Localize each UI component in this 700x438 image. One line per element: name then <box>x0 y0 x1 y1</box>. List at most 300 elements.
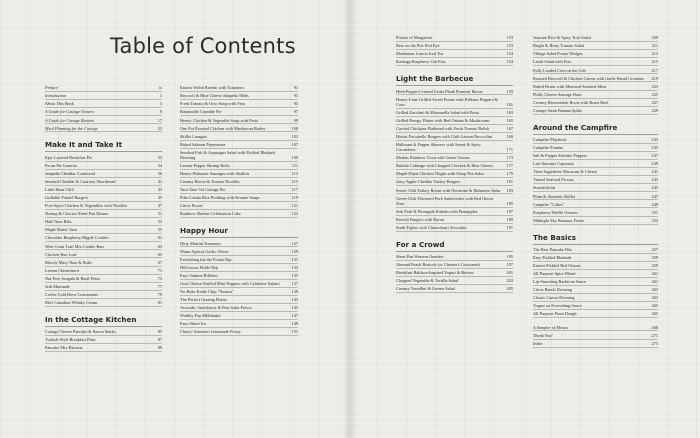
toc-entry-page-number: 149 <box>291 321 298 327</box>
toc-entry[interactable] <box>533 144 658 152</box>
toc-entry-page-number: 227 <box>651 99 658 105</box>
toc-entry-page-number: 127 <box>291 240 298 246</box>
toc-entry[interactable] <box>180 272 298 280</box>
toc-entry[interactable] <box>45 234 162 242</box>
toc-entry[interactable] <box>45 170 162 178</box>
toc-entry[interactable] <box>396 170 513 178</box>
toc-entry-title: Introduction <box>45 93 67 99</box>
toc-entry[interactable] <box>396 178 513 186</box>
toc-entry-page-number: 65 <box>157 251 162 257</box>
toc-entry-title: Citrus Ranch Dressing <box>533 287 572 293</box>
toc-entry[interactable] <box>533 176 658 184</box>
toc-entry[interactable] <box>45 275 162 283</box>
toc-entry-title: Midnight Sky Bananas Foster <box>533 217 585 223</box>
toc-group <box>396 34 513 66</box>
toc-entry-page-number: 161 <box>506 101 513 107</box>
toc-entry-page-number: 43 <box>157 186 162 192</box>
toc-entry[interactable] <box>396 261 513 269</box>
toc-entry-title: Almond Peach Bostock (or Cheater's Croissants) <box>396 262 480 268</box>
toc-entry-title: Meal Planning for the Cottage <box>45 125 98 131</box>
toc-entry[interactable] <box>45 108 162 116</box>
toc-entry-title: The Perfect Grazing Platter <box>180 297 228 303</box>
toc-entry-title: Lemon-Pepper Shrimp Rolls <box>180 162 230 168</box>
toc-entry[interactable] <box>45 258 162 266</box>
toc-entry-title: Jasmine Rice & Spicy Tofu Salad <box>533 35 591 41</box>
toc-entry-page-number: 268 <box>651 324 658 330</box>
toc-entry-title: About This Book <box>45 101 74 107</box>
toc-entry-title: Halloumi & Pepper Skewers with Sweet & Spicy Cucumbers <box>396 142 481 153</box>
toc-entry[interactable] <box>533 66 658 74</box>
toc-entry-page-number: 135 <box>291 272 298 278</box>
toc-entry[interactable] <box>180 108 298 116</box>
toc-entry-page-number: 201 <box>506 270 513 276</box>
toc-entry-page-number: 259 <box>651 262 658 268</box>
toc-entry-page-number: 153 <box>506 43 513 49</box>
toc-entry[interactable] <box>45 218 162 226</box>
toc-entry-title: Epic Layered Breakfast Pie <box>45 154 93 160</box>
toc-entry-page-number: 17 <box>157 117 162 123</box>
toc-entry-page-number: 131 <box>291 256 298 262</box>
toc-entry[interactable] <box>533 270 658 278</box>
toc-entry-page-number: 55 <box>157 227 162 233</box>
toc-entry-title: Lemon Chimichurri <box>45 267 80 273</box>
toc-entry[interactable] <box>45 202 162 210</box>
toc-entry[interactable] <box>180 256 298 264</box>
toc-entry-title: Kimchi Burgers with Bacon <box>396 216 445 222</box>
toc-entry-page-number: 23 <box>157 125 162 131</box>
toc-entry-page-number: 197 <box>506 262 513 268</box>
toc-entry[interactable] <box>533 160 658 168</box>
toc-entry[interactable] <box>396 277 513 285</box>
toc-entry[interactable] <box>45 242 162 250</box>
toc-entry[interactable] <box>396 87 513 95</box>
toc-entry-page-number: 243 <box>651 177 658 183</box>
toc-entry-title: Bright & Briny Tomato Salad <box>533 43 584 49</box>
toc-entry-page-number: 129 <box>291 248 298 254</box>
toc-entry-title: Honey-Balsamic Sausages with Shallots <box>180 171 250 177</box>
toc-entry[interactable] <box>533 168 658 176</box>
toc-entry-page-number: 113 <box>291 171 298 177</box>
toc-entry-page-number: 215 <box>651 59 658 65</box>
toc-entry-title: Grilled Zucchini & Mozzarella Salad with Pesto <box>396 109 480 115</box>
toc-entry-page-number: 271 <box>651 332 658 338</box>
toc-entry[interactable] <box>396 208 513 216</box>
toc-entry-page-number: 185 <box>506 200 513 206</box>
toc-entry-title: Maple-Dijon Chicken Thighs with Sloop Pea Salsa <box>396 171 484 177</box>
toc-entry-title: Manhattan Lemon Iced Tea <box>396 51 444 57</box>
toc-entry-page-number: 51 <box>157 211 162 217</box>
toc-entry-title: Creamy Bacon & Tomato Noodles <box>180 179 240 185</box>
toc-entry[interactable] <box>396 216 513 224</box>
toc-entry-title: Breakfast Baklava-Inspired Yogurt & Berries <box>396 270 474 276</box>
toc-entry-page-number: 147 <box>291 313 298 319</box>
toc-entry-page-number: 263 <box>651 295 658 301</box>
toc-section-heading: The Basics <box>533 233 658 245</box>
toc-entry-title: Ratatouille Crumble Pie <box>180 109 222 115</box>
toc-entry[interactable] <box>180 170 298 178</box>
toc-entry-page-number: 187 <box>506 208 513 214</box>
toc-entry-title: Plum & Amaretti Skillet <box>533 193 575 199</box>
toc-entry[interactable] <box>396 186 513 194</box>
toc-entry-title: Village Salad Potato Wedges <box>533 51 583 57</box>
toc-entry-title: Grilled Perogy Platter with Red Onions & Mushrooms <box>396 117 490 123</box>
toc-entry[interactable] <box>396 269 513 277</box>
toc-group <box>45 315 162 352</box>
toc-entry[interactable] <box>533 310 658 318</box>
toc-entry-title: Half Time Ribs <box>45 219 72 225</box>
toc-entry-title: Chocolate Raspberry Ripple Cookies <box>45 235 109 241</box>
toc-entry[interactable] <box>396 95 513 108</box>
toc-entry-title: A Guide for Cottage Renters <box>45 117 95 123</box>
toc-entry-title: Citrus Posset <box>180 203 203 209</box>
toc-entry[interactable] <box>180 84 298 92</box>
page-title: Table of Contents <box>110 34 296 58</box>
toc-entry-page-number: 97 <box>293 109 298 115</box>
toc-entry-page-number: 123 <box>291 211 298 217</box>
toc-entry[interactable] <box>533 278 658 286</box>
toc-entry[interactable] <box>45 92 162 100</box>
toc-entry[interactable] <box>533 91 658 99</box>
toc-entry-page-number: 154 <box>506 51 513 57</box>
toc-entry-page-number: 223 <box>651 83 658 89</box>
toc-entry-title: Pitcher of Margaritas <box>396 35 433 41</box>
toc-section-heading: For a Crowd <box>396 240 513 252</box>
toc-entry-title: Chopped Vegetable & Tortilla Salad <box>396 278 459 284</box>
toc-entry-page-number: 179 <box>506 171 513 177</box>
toc-entry-page-number: 67 <box>157 259 162 265</box>
toc-entry-page-number: 143 <box>291 297 298 303</box>
toc-entry-title: Goat Cheese-Stuffed Mini Peppers with Calabrese Salami <box>180 280 280 286</box>
toc-entry[interactable] <box>396 117 513 125</box>
toc-entry-title: Easy Salmon Rillettes <box>180 272 218 278</box>
toc-entry[interactable] <box>533 340 658 348</box>
toc-entry-page-number: 219 <box>651 75 658 81</box>
toc-entry-page-number: 163 <box>506 109 513 115</box>
toc-entry-title: Five-Spice Chicken & Vegetables with Noodles <box>45 203 128 209</box>
toc-entry-page-number: 100 <box>291 125 298 131</box>
toc-entry-title: Piña Colada Rice Pudding with Sesame Snaps <box>180 195 260 201</box>
toc-entry-title: Sweet Chili Turkey Breast with Nectarine & Habanero Salsa <box>396 187 501 193</box>
toc-entry[interactable] <box>45 226 162 234</box>
toc-entry[interactable] <box>180 92 298 100</box>
toc-entry[interactable] <box>180 132 298 140</box>
toc-entry-title: Juicy Apple-Cheddar Turkey Burgers <box>396 179 461 185</box>
toc-entry-title: Late Summer Caponata <box>533 161 574 167</box>
toc-entry-title: Curried Chickpea Flatbread with Fresh Tomato Relish <box>396 125 490 131</box>
toc-entry[interactable] <box>533 208 658 216</box>
toc-entry-title: Maple Butter Tarts <box>45 227 78 233</box>
toc-entry[interactable] <box>396 58 513 66</box>
toc-entry[interactable] <box>533 217 658 225</box>
toc-entry-title: West Coast Trail Mix Cookie Bars <box>45 243 105 249</box>
toc-entry-title: Jerk Marinade <box>45 283 70 289</box>
toc-entry[interactable] <box>45 100 162 108</box>
toc-entry-title: Coffee Cold Brew Concentrate <box>45 291 99 297</box>
toc-entry-title: Easy Shave Ice <box>180 321 207 327</box>
toc-entry[interactable] <box>180 264 298 272</box>
toc-entry-title: Smoked Cheddar & Caraway Shortbread <box>45 178 116 184</box>
toc-entry-title: Easiest Pickled Red Onions <box>533 262 581 268</box>
toc-entry-page-number: 121 <box>291 203 298 209</box>
toc-entry-title: Baked Salmon Peperonata <box>180 141 226 147</box>
toc-entry[interactable] <box>533 323 658 331</box>
toc-entry[interactable] <box>396 154 513 162</box>
toc-entry[interactable] <box>45 162 162 170</box>
toc-entry[interactable] <box>533 254 658 262</box>
toc-group <box>396 74 513 232</box>
toc-entry-title: Cottage Steak Banana Splits <box>533 107 582 113</box>
toc-entry[interactable] <box>533 107 658 115</box>
toc-entry[interactable] <box>180 186 298 194</box>
toc-entry-page-number: 41 <box>157 178 162 184</box>
toc-entry[interactable] <box>533 184 658 192</box>
toc-entry-page-number: 137 <box>291 280 298 286</box>
toc-entry-title: Cottage Cheese Pancake & Bacon Stacks <box>45 329 116 335</box>
toc-entry-page-number: 171 <box>506 147 513 153</box>
toc-entry-title: A Guide for Cottage Owners <box>45 109 95 115</box>
toc-entry[interactable] <box>45 116 162 124</box>
toc-entry[interactable] <box>180 239 298 247</box>
toc-entry[interactable] <box>45 210 162 218</box>
toc-entry-title: Hoisin Portobello Burgers with Chili-Lemon Broccolini <box>396 133 493 139</box>
toc-entry-title: Dirty Martini Tomatoes <box>180 240 221 246</box>
toc-entry[interactable] <box>533 74 658 82</box>
toc-entry-title: Fully Loaded Corn on the Cob <box>533 67 586 73</box>
toc-entry-page-number: 77 <box>157 283 162 289</box>
toc-entry[interactable] <box>396 224 513 232</box>
toc-entry[interactable] <box>180 194 298 202</box>
toc-entry-page-number: 1 <box>159 93 162 99</box>
toc-entry-page-number: 154 <box>506 59 513 65</box>
toc-entry[interactable] <box>533 99 658 107</box>
toc-entry[interactable] <box>180 116 298 124</box>
toc-entry[interactable] <box>45 299 162 307</box>
toc-entry-page-number: 245 <box>651 185 658 191</box>
toc-entry-page-number: 151 <box>291 329 298 335</box>
toc-entry-page-number: 33 <box>157 154 162 160</box>
toc-entry-page-number: 235 <box>651 145 658 151</box>
toc-entry-page-number: 109 <box>291 154 298 160</box>
toc-entry-title: Dill-icious Pickle Dip <box>180 264 218 270</box>
toc-entry-page-number: 209 <box>651 35 658 41</box>
toc-entry[interactable] <box>45 283 162 291</box>
toc-entry-page-number: 241 <box>651 169 658 175</box>
toc-entry[interactable] <box>180 247 298 255</box>
toc-entry-title: Philly Cheese Sausage Buns <box>533 91 582 97</box>
toc-entry-page-number: 189 <box>506 216 513 222</box>
toc-entry-title: Campfire "Cakes" <box>533 201 565 207</box>
toc-entry-page-number: 225 <box>651 91 658 97</box>
toc-entry[interactable] <box>180 162 298 170</box>
toc-entry-page-number: 159 <box>506 88 513 94</box>
toc-entry-title: Broccoli & Blue Cheese Jalapeño Melts <box>180 93 249 99</box>
toc-entry-title: No-Bake Kettle Chip "Nachos" <box>180 289 234 294</box>
toc-entry-page-number: 253 <box>651 217 658 223</box>
toc-entry[interactable] <box>180 328 298 336</box>
toc-entry-page-number: 91 <box>293 85 298 91</box>
toc-section-heading: Happy Hour <box>180 226 298 238</box>
toc-entry-title: Jalapeño Cheddar Cornbread <box>45 170 95 176</box>
toc-entry[interactable] <box>533 136 658 144</box>
toc-entry-title: Buffalo Cabbage with Chopped Chicken & Blue Cheese <box>396 163 493 169</box>
toc-entry-page-number: 117 <box>291 187 298 193</box>
toc-entry[interactable] <box>45 328 162 336</box>
toc-entry-page-number: 73 <box>157 275 162 281</box>
toc-entry-page-number: 263 <box>651 287 658 293</box>
toc-entry[interactable] <box>533 294 658 302</box>
toc-entry[interactable] <box>533 82 658 90</box>
toc-entry[interactable] <box>180 304 298 312</box>
toc-entry-page-number: 217 <box>651 67 658 73</box>
toc-entry[interactable] <box>180 141 298 149</box>
toc-entry[interactable] <box>533 302 658 310</box>
toc-entry-title: Beer on the Pier Red Eye <box>396 43 440 49</box>
toc-entry-page-number: 36 <box>157 170 162 176</box>
toc-entry-page-number: 107 <box>291 141 298 147</box>
toc-entry[interactable] <box>180 210 298 218</box>
toc-entry-page-number: 169 <box>506 133 513 139</box>
toc-entry-title: Everything but the Potato Dip <box>180 256 232 262</box>
toc-entry-page-number: 34 <box>157 162 162 168</box>
toc-entry-title: Easy Pickled Rhubarb <box>533 254 572 260</box>
toc-entry-title: Yogurt on Everything Sauce <box>533 303 582 309</box>
toc-entry[interactable] <box>45 178 162 186</box>
toc-entry[interactable] <box>45 250 162 258</box>
toc-section-heading: Light the Barbecue <box>396 74 513 86</box>
toc-entry-title: Fresh Tomato & Orzo Soup with Feta <box>180 101 245 107</box>
toc-entry-title: Classic Caesar Dressing <box>533 295 575 301</box>
toc-entry-title: Avocado, Strawberry & Feta Salsa Fresca <box>180 305 252 311</box>
toc-entry[interactable] <box>396 133 513 141</box>
toc-entry-page-number: 259 <box>651 254 658 260</box>
toc-entry[interactable] <box>45 336 162 344</box>
toc-entry[interactable] <box>180 280 298 288</box>
toc-entry[interactable] <box>180 202 298 210</box>
toc-group <box>533 318 658 347</box>
toc-group <box>180 84 298 218</box>
toc-entry[interactable] <box>180 149 298 162</box>
toc-entry-title: Madras Rainbow Trout with Green Onions <box>396 155 470 161</box>
toc-entry-title: Creamy Horseradish Roots with Roast Beef <box>533 99 609 105</box>
toc-entry[interactable] <box>396 253 513 261</box>
toc-entry-title: Preface <box>45 85 59 91</box>
toc-entry[interactable] <box>45 124 162 132</box>
toc-entry[interactable] <box>533 50 658 58</box>
toc-entry[interactable] <box>533 192 658 200</box>
toc-entry-title: Nut Free Arugula & Basil Pesto <box>45 275 100 281</box>
toc-entry[interactable] <box>533 200 658 208</box>
toc-entry[interactable] <box>533 34 658 42</box>
toc-entry[interactable] <box>396 141 513 154</box>
toc-entry[interactable] <box>396 34 513 42</box>
toc-entry-page-number: 195 <box>506 254 513 260</box>
toc-entry[interactable] <box>180 320 298 328</box>
toc-entry-page-number: 3 <box>159 101 162 107</box>
toc-entry[interactable] <box>533 152 658 160</box>
toc-entry[interactable] <box>396 42 513 50</box>
toc-entry-page-number: 111 <box>291 162 298 168</box>
toc-entry-page-number: 261 <box>651 271 658 277</box>
toc-entry-title: Raspberry Waffle S'mores <box>533 209 578 215</box>
toc-entry-page-number: 205 <box>506 286 513 292</box>
toc-entry[interactable] <box>45 84 162 92</box>
toc-entry[interactable] <box>180 296 298 304</box>
toc-section-heading: Around the Campfire <box>533 123 658 135</box>
toc-entry[interactable] <box>45 267 162 275</box>
toc-entry-page-number: 247 <box>651 193 658 199</box>
toc-entry[interactable] <box>396 109 513 117</box>
toc-entry-page-number: 265 <box>651 303 658 309</box>
toc-entry[interactable] <box>396 194 513 207</box>
toc-entry-title: Steak Fajitas with Chimichurri Avocados <box>396 224 467 230</box>
toc-entry-page-number: 119 <box>291 195 298 201</box>
toc-entry-title: Shrimp & Chorizo Sheet Pan Dinner <box>45 211 109 217</box>
toc-entry[interactable] <box>45 153 162 161</box>
toc-entry[interactable] <box>180 178 298 186</box>
toc-group <box>180 226 298 336</box>
toc-entry-title: Green Chili-Drowned Pork Sandwiches with Red Onion Slaw <box>396 195 493 206</box>
toc-entry-title: Creamy Tortellini & Greens Salad <box>396 286 455 292</box>
toc-entry[interactable] <box>396 125 513 133</box>
toc-entry[interactable] <box>533 42 658 50</box>
toc-entry-page-number: 251 <box>651 209 658 215</box>
toc-entry-title: Cherry-Amaretto Lemonade Frosty <box>180 329 241 335</box>
toc-entry-page-number: 53 <box>157 219 162 225</box>
toc-entry[interactable] <box>180 312 298 320</box>
toc-entry[interactable] <box>45 186 162 194</box>
toc-entry-title: Tarn Tater Tot Cottage Pie <box>180 187 226 193</box>
toc-entry-page-number: 103 <box>291 133 298 139</box>
toc-column-right-1 <box>396 34 513 293</box>
toc-entry-page-number: 165 <box>506 117 513 123</box>
toc-entry-title: Warm Apricot Garlic Olives <box>180 248 229 254</box>
toc-entry-page-number: 115 <box>291 179 298 185</box>
toc-entry-page-number: 167 <box>506 125 513 131</box>
toc-group <box>45 140 162 306</box>
toc-entry-page-number: 9 <box>159 109 162 115</box>
toc-entry-page-number: 95 <box>293 101 298 107</box>
toc-entry[interactable] <box>45 194 162 202</box>
toc-entry[interactable] <box>396 285 513 293</box>
toc-entry-title: Tinned Seafood Piccata <box>533 177 574 183</box>
toc-entry-page-number: 203 <box>506 278 513 284</box>
toc-entry[interactable] <box>396 50 513 58</box>
toc-entry[interactable] <box>45 344 162 352</box>
toc-entry-page-number: 99 <box>293 117 298 123</box>
toc-entry-page-number: 257 <box>651 246 658 252</box>
toc-entry-page-number: 63 <box>157 243 162 249</box>
toc-entry-title: Campfire Fondue <box>533 145 564 151</box>
toc-entry[interactable] <box>45 291 162 299</box>
toc-entry-title: Campfire Playbook <box>533 136 567 142</box>
toc-entry-page-number: 139 <box>291 289 298 294</box>
toc-entry-page-number: 239 <box>651 161 658 167</box>
toc-entry-page-number: 177 <box>506 163 513 169</box>
toc-section-heading: Make It and Take It <box>45 140 162 152</box>
toc-entry[interactable] <box>533 58 658 66</box>
toc-entry[interactable] <box>533 331 658 339</box>
toc-entry[interactable] <box>396 162 513 170</box>
toc-entry[interactable] <box>533 286 658 294</box>
toc-entry-page-number: 229 <box>651 107 658 113</box>
toc-entry[interactable] <box>533 246 658 254</box>
toc-entry[interactable] <box>533 262 658 270</box>
toc-entry[interactable] <box>180 288 298 296</box>
toc-entry-title: Easiest Welsh Rarebit with Tomatoes <box>180 85 244 91</box>
toc-entry[interactable] <box>180 100 298 108</box>
toc-entry-title: Jerk Pork & Pineapple Kabobs with Pineapples <box>396 208 478 214</box>
toc-entry[interactable] <box>180 124 298 132</box>
